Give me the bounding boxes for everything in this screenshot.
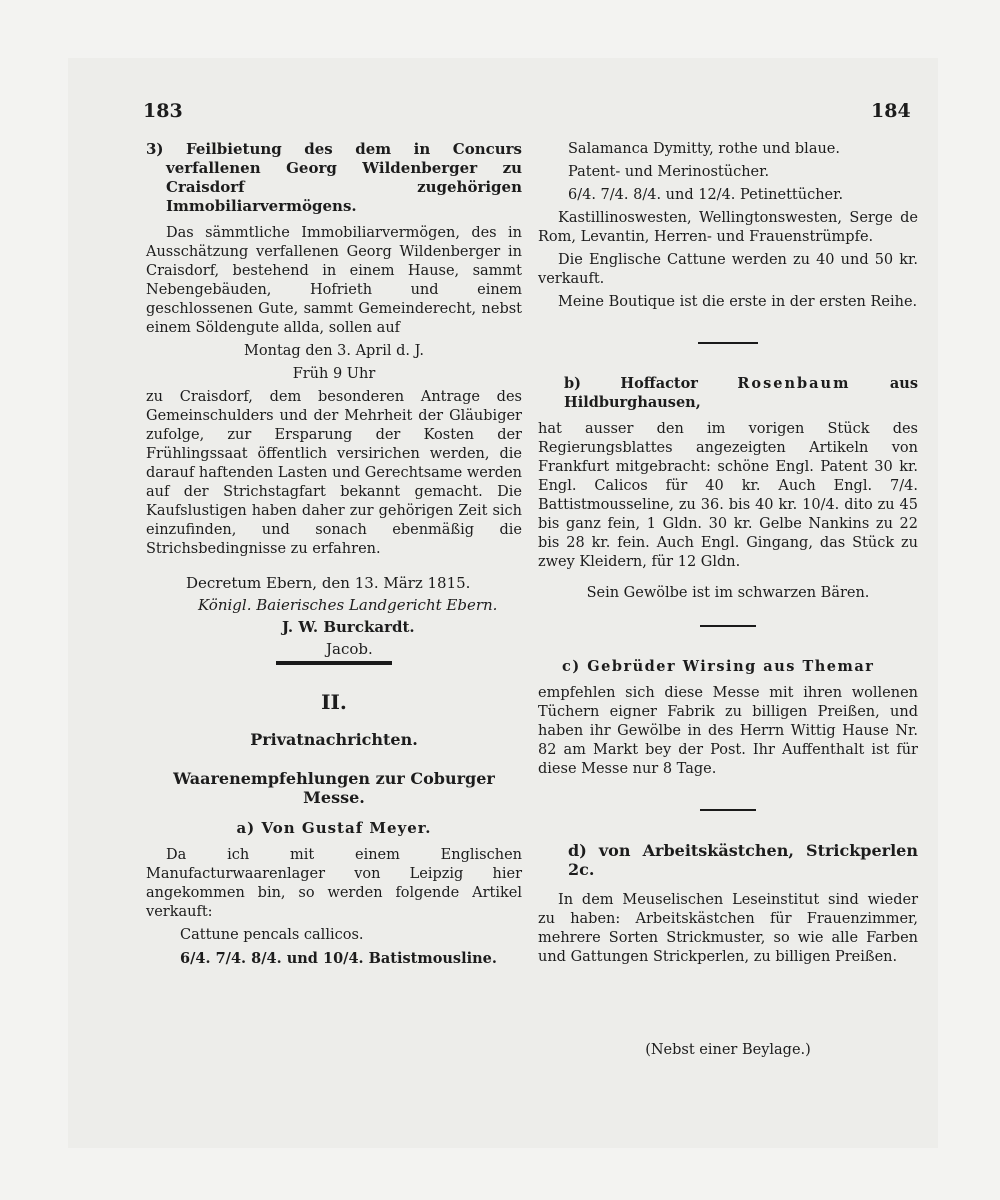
vendor-a-item: Kastillinoswesten, Wellingtonswesten, Serge de Rom, Levantin, Herren- und Frauenstrümpfe. [538,210,918,245]
vendor-a-item: 6/4. 7/4. 8/4. und 12/4. Petinettücher. [568,187,844,203]
vendor-a-item: Die Englische Cattune werden zu 40 und 50 kr. verkauft. [538,252,918,287]
auction-date: Montag den 3. April d. J. [244,343,424,359]
left-column [146,140,522,968]
supplement-note: (Nebst einer Beylage.) [645,1042,811,1058]
separator-rule [700,809,756,811]
separator-rule [700,625,756,627]
auction-body-2: zu Craisdorf, dem besonderen Antrage des Gemeinschulders und der Mehrheit der Gläubiger zufolge, zur Ersparung der Kosten der Frühlingssaat öffentlich versirichen werden, die darauf haftenden Lasten und Gerechtsame werden auf der Strichstagfart bekannt gemacht. Die Kaufslustigen haben daher zur gehörigen Zeit sich einzufinden, und sonach ebenmäßig die Strichsbedingnisse zu erfahren. [146,389,522,557]
vendor-b-heading-suffix: aus Hildburghausen, [564,375,918,411]
vendor-c-body: empfehlen sich diese Messe mit ihren wollenen Tüchern eigner Fabrik zu billigen Preißen, und haben ihr Gewölbe in des Herrn Wittig Hause Nr. 82 am Markt bey der Post. Ihr Auffenthalt ist für diese Messe nur 8 Tage. [538,685,918,777]
vendor-b-name: Rosenbaum [737,375,851,392]
section-number: II. [321,690,347,714]
vendor-b-body: hat ausser den im vorigen Stück des Regierungsblattes angezeigten Artikeln von Frankfurt mitgebracht: schöne Engl. Patent 30 kr. Engl. Calicos für 40 kr. Auch Engl. 7/4. Battistmousseline, zu 36. bis 40 kr. 10/4. dito zu 45 bis ganz fein, 1 Gldn. 30 kr. Gelbe Nankins zu 22 bis 28 kr. fein. Auch Engl. Gingang, das Stück zu zwey Kleidern, für 12 Gldn. [538,421,918,570]
decree-block [146,573,522,659]
subsection-title: Waarenempfehlungen zur Coburger Messe. [173,769,495,807]
decree-line: Decretum Ebern, den 13. März 1815. [186,574,471,592]
vendor-b-footer: Sein Gewölbe ist im schwarzen Bären. [586,585,870,601]
vendor-d-heading: d) von Arbeitskästchen, Strickperlen 2c. [568,841,918,879]
auction-heading: 3) Feilbietung des dem in Concurs verfallenen Georg Wildenberger zu Craisdorf zugehörigen Immobiliarvermögens. [146,140,522,215]
page-number-left: 183 [143,100,183,122]
section-title: Privatnachrichten. [250,730,418,749]
vendor-a-item: Salamanca Dymitty, rothe und blaue. [568,141,840,157]
page-number-right: 184 [871,100,911,122]
vendor-a-heading: a) Von Gustaf Meyer. [236,819,432,837]
vendor-b-heading-prefix: b) Hoffactor [564,375,698,392]
vendor-a-body: Da ich mit einem Englischen Manufacturwaarenlager von Leipzig hier angekommen bin, so werden folgende Artikel verkauft: [146,847,522,920]
auction-body-1: Das sämmtliche Immobiliarvermögen, des in Ausschätzung verfallenen Georg Wildenberger in Craisdorf, bestehend in einem Hause, sammt Nebengebäuden, Hofrieth und einem geschlossenen Gute, sammt Gemeinderecht, nebst einem Söldengute allda, sollen auf [146,225,522,336]
right-column [538,140,918,1060]
decree-clerk: Jacob. [326,640,373,658]
vendor-d-body: In dem Meuselischen Leseinstitut sind wieder zu haben: Arbeitskästchen für Frauenzimmer, mehrere Sorten Strickmuster, so wie alle Farben und Gattungen Strickperlen, zu billigen Preißen. [538,892,918,965]
decree-signature: J. W. Burckardt. [282,618,415,636]
vendor-c-heading: c) Gebrüder Wirsing aus Themar [562,658,875,675]
vendor-a-item: Cattune pencals callicos. [180,927,364,943]
auction-time: Früh 9 Uhr [292,366,376,382]
section-rule [276,661,392,665]
vendor-a-item: Patent- und Merinostücher. [568,164,770,180]
vendor-b-heading [538,374,918,412]
vendor-a-item: 6/4. 7/4. 8/4. und 10/4. Batistmousline. [180,950,497,967]
separator-rule [698,342,758,344]
decree-court: Königl. Baierisches Landgericht Ebern. [198,596,498,614]
vendor-a-item: Meine Boutique ist die erste in der ersten Reihe. [558,294,918,310]
